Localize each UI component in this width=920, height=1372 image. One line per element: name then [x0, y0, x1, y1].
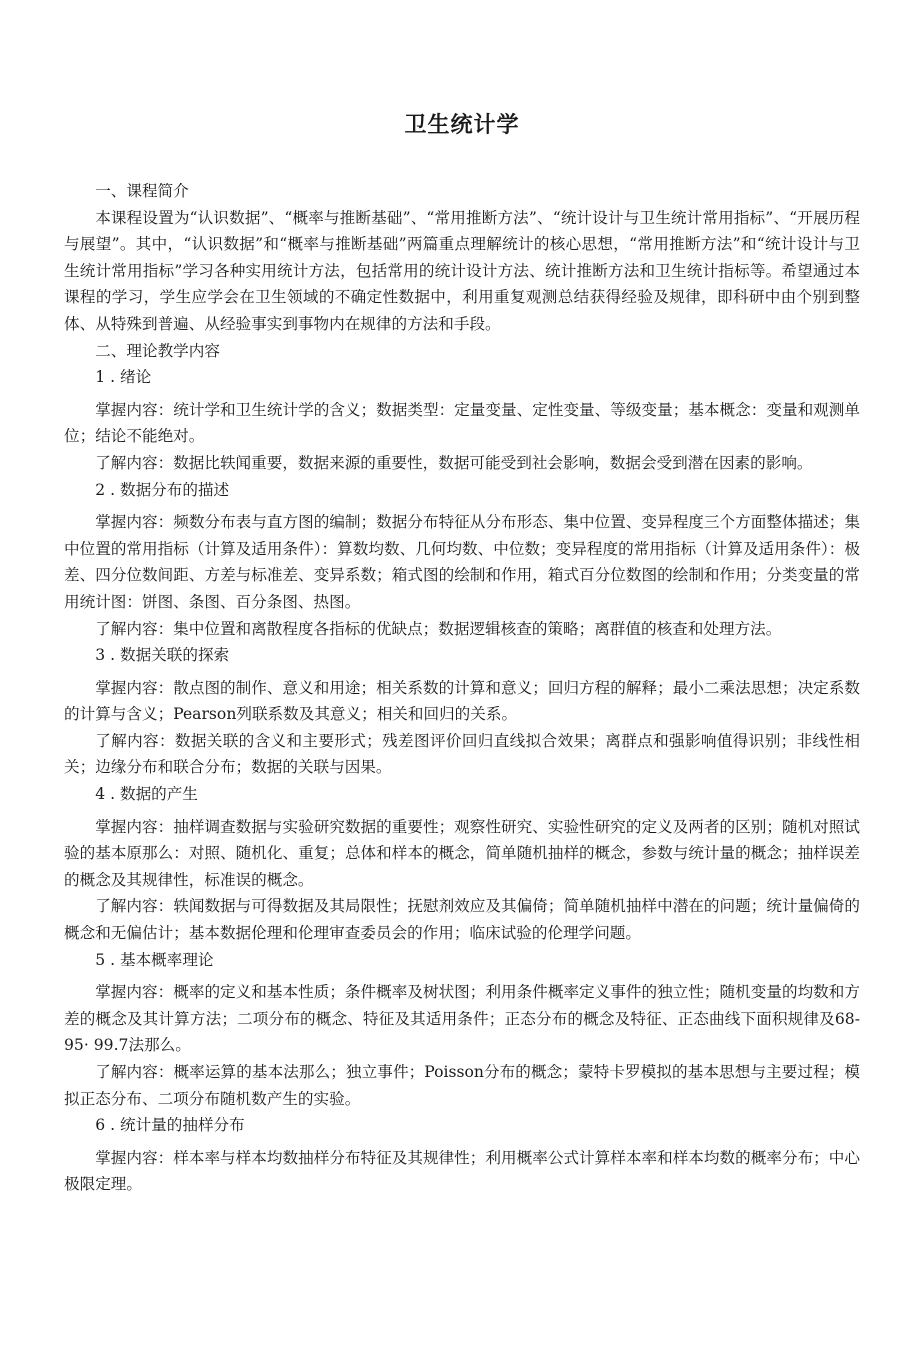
paragraph-2-master: 掌握内容：频数分布表与直方图的编制；数据分布特征从分布形态、集中位置、变异程度三个方面整体描述；集中位置的常用指标（计算及适用条件）：算数均数、几何均数、中位数；变异程度的常用指标（计算及适用条件）：极差、四分位数间距、方差与标准差、变异系数；箱式图的绘制和作用，箱式百分位数图的绘制和作用；分类变量的常用统计图：饼图、条图、百分条图、热图。 [64, 513, 860, 611]
paragraph-4-master: 掌握内容：抽样调查数据与实验研究数据的重要性；观察性研究、实验性研究的定义及两者的区别；随机对照试验的基本原那么：对照、随机化、重复；总体和样本的概念，简单随机抽样的概念，参数与统计量的概念；抽样误差的概念及其规律性，标准误的概念。 [64, 817, 860, 889]
paragraph-1-master: 掌握内容：统计学和卫生统计学的含义；数据类型：定量变量、定性变量、等级变量；基本概念：变量和观测单位；结论不能绝对。 [64, 400, 860, 446]
paragraph-intro: 本课程设置为“认识数据”、“概率与推断基础”、“常用推断方法”、“统计设计与卫生统计常用指标”、“开展历程与展望”。其中，“认识数据”和“概率与推断基础”两篇重点理解统计的核心思想，“常用推断方法”和“统计设计与卫生统计常用指标”学习各种实用统计方法，包括常用的统计设计方法、统计推断方法和卫生统计指标等。希望通过本课程的学习，学生应学会在卫生领域的不确定性数据中，利用重复观测总结获得经验及规律，即科研中由个别到整体、从特殊到普遍、从经验事实到事物内在规律的方法和手段。 [64, 208, 860, 333]
subsection-heading-5: 5 . 基本概率理论 [95, 950, 214, 969]
paragraph-5-master: 掌握内容：概率的定义和基本性质；条件概率及树状图；利用条件概率定义事件的独立性；随机变量的均数和方差的概念及其计算方法；二项分布的概念、特征及其适用条件；正态分布的概念及特征、正态曲线下面积规律及68-95· 99.7法那么。 [64, 983, 860, 1055]
subsection-heading-2: 2 . 数据分布的描述 [95, 480, 230, 499]
paragraph-3-master: 掌握内容：散点图的制作、意义和用途；相关系数的计算和意义；回归方程的解释；最小二乘法思想；决定系数的计算与含义；Pearson列联系数及其意义；相关和回归的关系。 [64, 678, 860, 724]
section-heading-intro: 一、课程简介 [95, 182, 189, 200]
subsection-heading-4: 4 . 数据的产生 [95, 785, 198, 804]
document-title: 卫生统计学 [404, 113, 520, 138]
subsection-heading-1: 1 . 绪论 [95, 368, 152, 387]
paragraph-3-understand: 了解内容：数据关联的含义和主要形式；残差图评价回归直线拟合效果；离群点和强影响值得识别；非线性相关；边缘分布和联合分布；数据的关联与因果。 [64, 731, 860, 777]
subsection-heading-3: 3 . 数据关联的探索 [95, 646, 230, 665]
paragraph-6-master: 掌握内容：样本率与样本均数抽样分布特征及其规律性；利用概率公式计算样本率和样本均数的概率分布；中心极限定理。 [64, 1148, 860, 1194]
paragraph-2-understand: 了解内容：集中位置和离散程度各指标的优缺点；数据逻辑核查的策略；离群值的核查和处理方法。 [95, 619, 782, 638]
subsection-heading-6: 6 . 统计量的抽样分布 [95, 1116, 245, 1135]
paragraph-5-understand: 了解内容：概率运算的基本法那么；独立事件；Poisson分布的概念；蒙特卡罗模拟的基本思想与主要过程；模拟正态分布、二项分布随机数产生的实验。 [64, 1063, 860, 1108]
paragraph-4-understand: 了解内容：轶闻数据与可得数据及其局限性；抚慰剂效应及其偏倚；简单随机抽样中潜在的问题；统计量偏倚的概念和无偏估计；基本数据伦理和伦理审查委员会的作用；临床试验的伦理学问题。 [64, 897, 860, 943]
paragraph-1-understand: 了解内容：数据比轶闻重要，数据来源的重要性，数据可能受到社会影响，数据会受到潜在因素的影响。 [95, 453, 813, 472]
document-body [64, 178, 860, 1198]
section-heading-theory: 二、理论教学内容 [95, 341, 220, 360]
